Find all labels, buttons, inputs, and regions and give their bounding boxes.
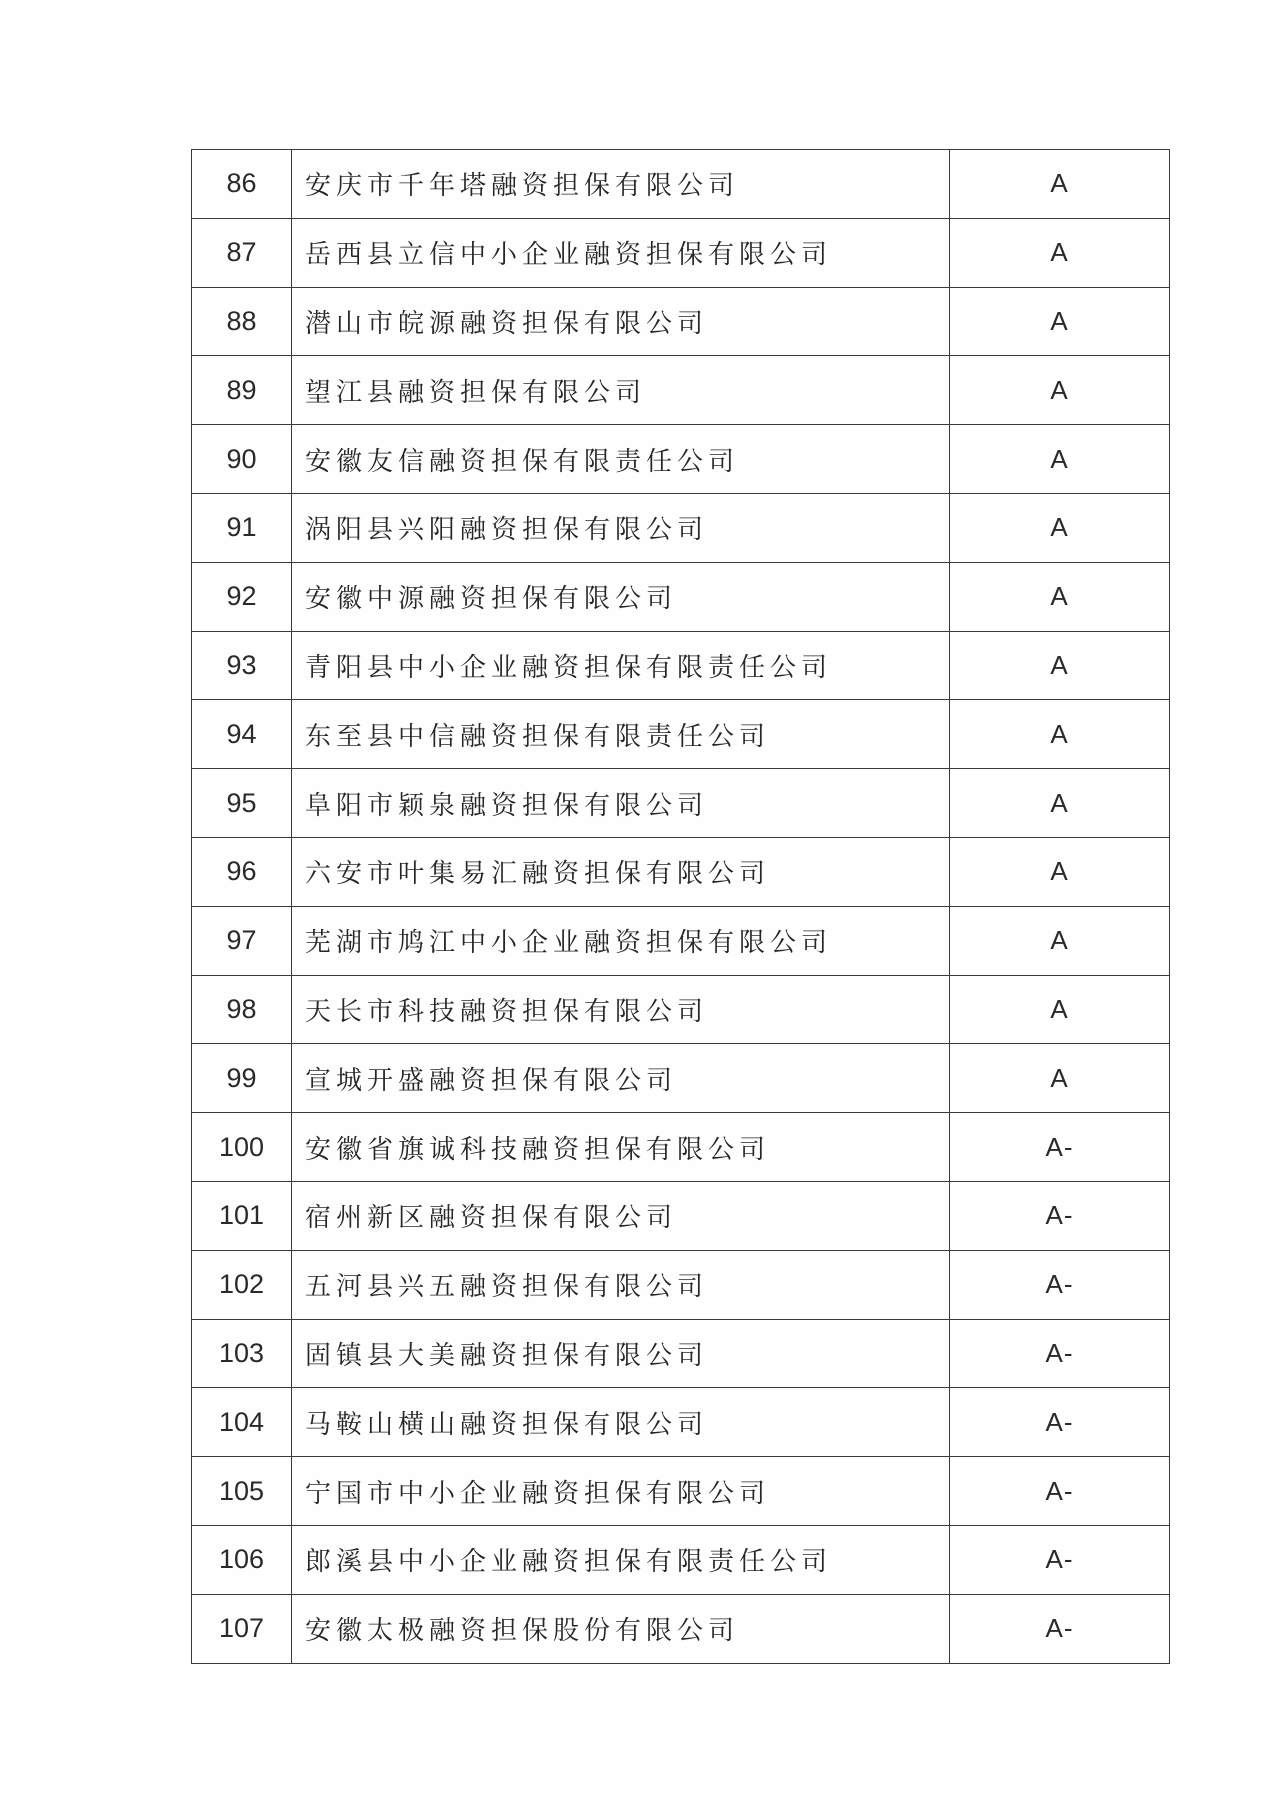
row-number: 94 [192, 700, 292, 769]
rating-grade: A- [950, 1319, 1170, 1388]
table-row [192, 150, 1170, 219]
company-name: 东至县中信融资担保有限责任公司 [292, 700, 950, 769]
table-row [192, 425, 1170, 494]
company-name: 安庆市千年塔融资担保有限公司 [292, 150, 950, 219]
rating-grade: A- [950, 1457, 1170, 1526]
table-row [192, 1181, 1170, 1250]
table-row [192, 700, 1170, 769]
company-name: 六安市叶集易汇融资担保有限公司 [292, 837, 950, 906]
rating-grade: A [950, 631, 1170, 700]
row-number: 86 [192, 150, 292, 219]
row-number: 88 [192, 287, 292, 356]
rating-grade: A [950, 562, 1170, 631]
company-name: 天长市科技融资担保有限公司 [292, 975, 950, 1044]
table-row [192, 218, 1170, 287]
rating-grade: A [950, 700, 1170, 769]
rating-grade: A [950, 975, 1170, 1044]
table-row [192, 1250, 1170, 1319]
table-row [192, 493, 1170, 562]
table-row [192, 1594, 1170, 1663]
rating-grade: A [950, 218, 1170, 287]
row-number: 95 [192, 769, 292, 838]
rating-grade: A [950, 493, 1170, 562]
company-name: 郎溪县中小企业融资担保有限责任公司 [292, 1525, 950, 1594]
row-number: 91 [192, 493, 292, 562]
rating-grade: A [950, 769, 1170, 838]
rating-grade: A- [950, 1250, 1170, 1319]
rating-grade: A [950, 356, 1170, 425]
company-name: 潜山市皖源融资担保有限公司 [292, 287, 950, 356]
company-name: 安徽省旗诚科技融资担保有限公司 [292, 1113, 950, 1182]
company-name: 宁国市中小企业融资担保有限公司 [292, 1457, 950, 1526]
table-row [192, 1113, 1170, 1182]
rating-grade: A- [950, 1525, 1170, 1594]
row-number: 106 [192, 1525, 292, 1594]
company-name: 安徽友信融资担保有限责任公司 [292, 425, 950, 494]
row-number: 87 [192, 218, 292, 287]
company-name: 安徽太极融资担保股份有限公司 [292, 1594, 950, 1663]
row-number: 89 [192, 356, 292, 425]
row-number: 101 [192, 1181, 292, 1250]
rating-grade: A [950, 287, 1170, 356]
row-number: 98 [192, 975, 292, 1044]
table-row [192, 287, 1170, 356]
company-name: 青阳县中小企业融资担保有限责任公司 [292, 631, 950, 700]
rating-grade: A- [950, 1113, 1170, 1182]
row-number: 99 [192, 1044, 292, 1113]
row-number: 97 [192, 906, 292, 975]
row-number: 92 [192, 562, 292, 631]
rating-grade: A [950, 906, 1170, 975]
table-row [192, 1525, 1170, 1594]
table-row [192, 1044, 1170, 1113]
rating-grade: A- [950, 1181, 1170, 1250]
table-row [192, 975, 1170, 1044]
row-number: 107 [192, 1594, 292, 1663]
table-row [192, 356, 1170, 425]
rating-grade: A [950, 837, 1170, 906]
company-name: 望江县融资担保有限公司 [292, 356, 950, 425]
table-row [192, 1319, 1170, 1388]
row-number: 100 [192, 1113, 292, 1182]
rating-table [191, 149, 1170, 1664]
row-number: 90 [192, 425, 292, 494]
table-row [192, 562, 1170, 631]
rating-grade: A- [950, 1594, 1170, 1663]
rating-grade: A [950, 150, 1170, 219]
row-number: 104 [192, 1388, 292, 1457]
company-name: 涡阳县兴阳融资担保有限公司 [292, 493, 950, 562]
row-number: 102 [192, 1250, 292, 1319]
company-name: 五河县兴五融资担保有限公司 [292, 1250, 950, 1319]
company-name: 阜阳市颖泉融资担保有限公司 [292, 769, 950, 838]
rating-grade: A [950, 1044, 1170, 1113]
company-name: 固镇县大美融资担保有限公司 [292, 1319, 950, 1388]
row-number: 103 [192, 1319, 292, 1388]
row-number: 96 [192, 837, 292, 906]
table-body [192, 150, 1170, 1664]
table-row [192, 1388, 1170, 1457]
table-row [192, 769, 1170, 838]
company-name: 岳西县立信中小企业融资担保有限公司 [292, 218, 950, 287]
rating-grade: A- [950, 1388, 1170, 1457]
company-name: 宿州新区融资担保有限公司 [292, 1181, 950, 1250]
rating-grade: A [950, 425, 1170, 494]
table-row [192, 906, 1170, 975]
row-number: 93 [192, 631, 292, 700]
table-row [192, 631, 1170, 700]
company-name: 马鞍山横山融资担保有限公司 [292, 1388, 950, 1457]
table-row [192, 837, 1170, 906]
company-name: 芜湖市鸠江中小企业融资担保有限公司 [292, 906, 950, 975]
row-number: 105 [192, 1457, 292, 1526]
company-name: 宣城开盛融资担保有限公司 [292, 1044, 950, 1113]
company-name: 安徽中源融资担保有限公司 [292, 562, 950, 631]
table-row [192, 1457, 1170, 1526]
